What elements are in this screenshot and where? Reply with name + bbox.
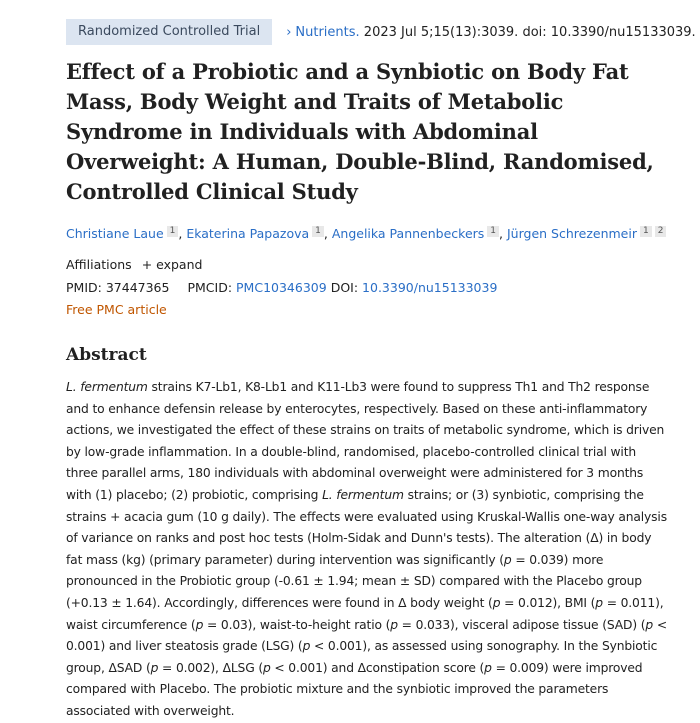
affiliations xyxy=(66,257,202,272)
abstract-text-segment: < 0.001) and liver steatosis grade (LSG) ( xyxy=(66,617,667,654)
abstract-italic-text: p xyxy=(595,595,603,610)
author-link[interactable]: Jürgen Schrezenmeir xyxy=(506,226,637,241)
abstract-text-segment: strains K7-Lb1, K8-Lb1 and K11-Lb3 were found to suppress Th1 and Th2 response and to enhance defensin release by enterocytes, respectively. Based on these anti-inflammatory actions, we investigated the effect of these strains on traits of metabolic syndrome, which is driven by low-grade inflammation. In a double-blind, randomised, placebo-controlled clinical trial with three parallel arms, 180 individuals with abdominal overweight were administered for 3 months with (1) placebo; (2) probiotic, comprising xyxy=(66,380,665,502)
abstract-text-segment: = 0.039) more pronounced in the Probiotic group (-0.61 ± 1.94; mean ± SD) compared with the Placebo group (+0.13 ± 1.64). Accordingly, differences were found in Δ body weight ( xyxy=(66,552,642,610)
pmid-label: PMID: xyxy=(66,280,102,295)
abstract-heading: Abstract xyxy=(66,345,147,365)
abstract-text-segment: = 0.03), waist-to-height ratio ( xyxy=(203,617,391,632)
abstract-italic-text: p xyxy=(484,660,492,675)
affiliation-superscript[interactable]: 1 xyxy=(167,226,179,237)
pmcid-label: PMCID: xyxy=(187,280,233,295)
author-link[interactable]: Ekaterina Papazova xyxy=(186,226,310,241)
abstract-italic-text: L. fermentum xyxy=(322,487,404,502)
abstract-italic-text: p xyxy=(150,660,159,675)
article-header xyxy=(66,19,696,45)
journal-link[interactable]: Nutrients. xyxy=(295,24,360,40)
abstract-text-segment: < 0.001), as assessed using sonography. In the Synbiotic group, ΔSAD ( xyxy=(66,639,658,675)
doi-link[interactable]: 10.3390/nu15133039 xyxy=(362,280,498,295)
citation xyxy=(286,25,696,40)
author-link[interactable]: Angelika Pannenbeckers xyxy=(331,226,485,241)
abstract-text-segment: strains; or (3) synbiotic, comprising the strains + acacia gum (10 g daily). The effects were evaluated using Kruskal-Wallis one-way analysis of variance on ranks and post hoc tests (Holm-Sidak and Dunn's tests). The alteration (Δ) in body fat mass (kg) (primary parameter) during intervention was significantly ( xyxy=(66,487,667,567)
affiliation-superscript[interactable]: 1 xyxy=(640,226,652,237)
abstract-text-segment: < 0.001) and Δconstipation score ( xyxy=(270,660,485,675)
abstract-text-segment: = 0.009) were improved compared with Placebo. The probiotic mixture and the synbiotic improved the parameters associated with overweight. xyxy=(66,660,643,718)
abstract-italic-text: p xyxy=(302,639,311,654)
free-pmc-article-link[interactable]: Free PMC article xyxy=(66,302,167,317)
abstract-italic-text: p xyxy=(645,617,654,632)
article-title: Effect of a Probiotic and a Synbiotic on Body Fat Mass, Body Weight and Traits of Metabolic Syndrome in Individuals with Abdominal Overweight: A Human, Double-Blind, Randomised, Controlled Clinical Study xyxy=(66,59,654,204)
publication-type-badge: Randomized Controlled Trial xyxy=(66,19,272,45)
abstract-italic-text: p xyxy=(492,595,501,610)
pmcid-link[interactable]: PMC10346309 xyxy=(236,280,327,295)
abstract-italic-text: p xyxy=(503,552,512,567)
abstract-text-segment: = 0.033), visceral adipose tissue (SAD) ( xyxy=(397,617,646,632)
affiliation-superscript[interactable]: 1 xyxy=(487,226,499,237)
affiliation-superscript[interactable]: 2 xyxy=(655,226,667,237)
abstract-text-segment: = 0.011), waist circumference ( xyxy=(66,595,664,632)
author-link[interactable]: Christiane Laue xyxy=(66,226,164,241)
expand-affiliations-button[interactable]: + expand xyxy=(141,257,203,272)
abstract-text xyxy=(66,377,668,723)
abstract-italic-text: L. fermentum xyxy=(66,380,148,394)
chevron-right-icon[interactable]: › xyxy=(286,24,292,40)
doi-label: DOI: xyxy=(330,280,359,295)
abstract-text-segment: = 0.002), ΔLSG ( xyxy=(158,660,263,675)
author-list: Christiane Laue 1 , Ekaterina Papazova 1 , Angelika Pannenbeckers 1 , Jürgen Schrezenmeir 1 2 xyxy=(66,226,666,241)
abstract-italic-text: p xyxy=(195,617,204,632)
affiliations-label: Affiliations xyxy=(66,257,132,272)
abstract-italic-text: p xyxy=(390,617,398,632)
pmid-value: 37447365 xyxy=(105,280,170,295)
citation-details: 2023 Jul 5;15(13):3039. doi: 10.3390/nu15133039. xyxy=(359,24,696,40)
abstract-italic-text: p xyxy=(262,660,271,675)
identifiers xyxy=(66,280,497,295)
abstract-text-segment: = 0.012), BMI ( xyxy=(500,595,596,610)
affiliation-superscript[interactable]: 1 xyxy=(312,226,324,237)
